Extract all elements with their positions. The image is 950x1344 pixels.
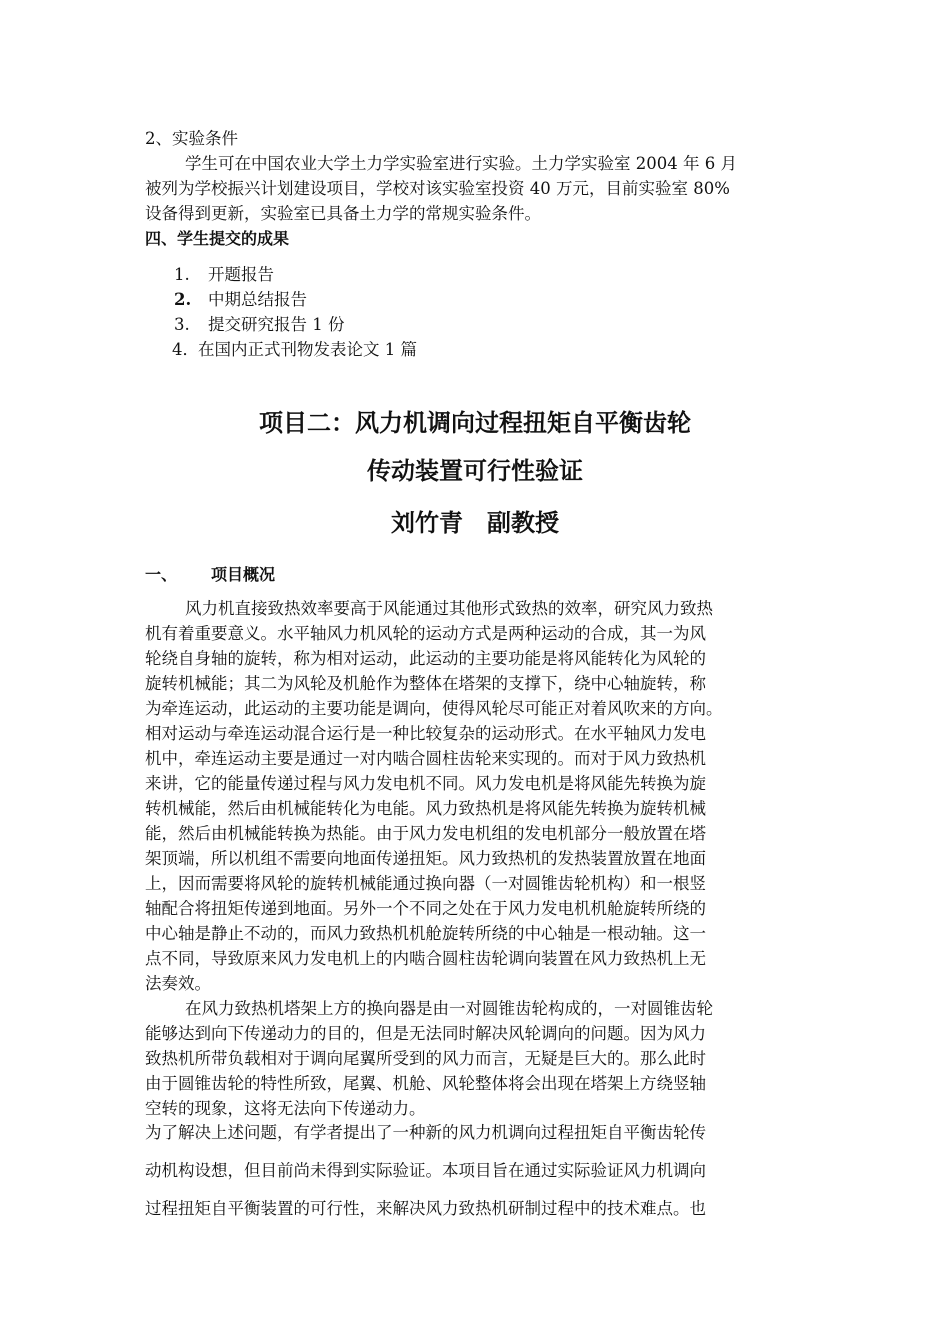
deliverables-list: [174, 262, 417, 362]
paragraph-line: 致热机所带负载相对于调向尾翼所受到的风力而言，无疑是巨大的。那么此时: [145, 1049, 706, 1068]
paragraph-line: 过程扭矩自平衡装置的可行性，来解决风力致热机研制过程中的技术难点。也: [145, 1199, 706, 1218]
section-2-line: 设备得到更新，实验室已具备土力学的常规实验条件。: [145, 204, 541, 223]
paragraph-line: 轴配合将扭矩传递到地面。另外一个不同之处在于风力发电机机舱旋转所绕的: [145, 899, 706, 918]
paragraph-line: 法奏效。: [145, 974, 211, 993]
paragraph-line: 旋转机械能；其二为风轮及机舱作为整体在塔架的支撑下，绕中心轴旋转，称: [145, 674, 706, 693]
list-item-number: 4．: [172, 340, 199, 359]
overview-heading: [145, 563, 275, 587]
paragraph-line: 相对运动与牵连运动混合运行是一种比较复杂的运动形式。在水平轴风力发电: [145, 724, 706, 743]
paragraph-line: 点不同，导致原来风力发电机上的内啮合圆柱齿轮调向装置在风力致热机上无: [145, 949, 706, 968]
paragraph-line: 中心轴是静止不动的，而风力致热机机舱旋转所绕的中心轴是一根动轴。这一: [145, 924, 706, 943]
list-item: [172, 337, 417, 362]
project-author: 刘竹青 副教授: [391, 509, 559, 537]
paragraph-line: 为了解决上述问题，有学者提出了一种新的风力机调向过程扭矩自平衡齿轮传: [145, 1123, 706, 1142]
list-item: [174, 262, 417, 287]
paragraph-line: 机中，牵连运动主要是通过一对内啮合圆柱齿轮来实现的。而对于风力致热机: [145, 749, 706, 768]
list-item-text: 中期总结报告: [208, 290, 307, 309]
list-item-number: 1.: [174, 265, 190, 284]
paragraph-line: 动机构设想，但目前尚未得到实际验证。本项目旨在通过实际验证风力机调向: [145, 1161, 706, 1180]
paragraph-line: 架顶端，所以机组不需要向地面传递扭矩。风力致热机的发热装置放置在地面: [145, 849, 706, 868]
paragraph-line: 机有着重要意义。水平轴风力机风轮的运动方式是两种运动的合成，其一为风: [145, 624, 706, 643]
paragraph-line: 在风力致热机塔架上方的换向器是由一对圆锥齿轮构成的，一对圆锥齿轮: [185, 999, 713, 1018]
list-item-number: 3.: [174, 315, 190, 334]
overview-paragraph-1: [145, 596, 825, 1121]
paragraph-line: 转机械能，然后由机械能转化为电能。风力致热机是将风能先转换为旋转机械: [145, 799, 706, 818]
section-2-line: 学生可在中国农业大学土力学实验室进行实验。土力学实验室 2004 年 6 月: [185, 154, 737, 173]
list-item-text: 提交研究报告 1 份: [208, 315, 345, 334]
list-item: [174, 287, 417, 312]
paragraph-line: 上，因而需要将风轮的旋转机械能通过换向器（一对圆锥齿轮机构）和一根竖: [145, 874, 706, 893]
section-4-heading: 四、学生提交的成果: [145, 229, 290, 248]
list-item-number: 2.: [174, 290, 192, 309]
list-item-text: 在国内正式刊物发表论文 1 篇: [198, 340, 417, 359]
overview-heading-text: 项目概况: [211, 565, 276, 584]
paragraph-line: 能，然后由机械能转换为热能。由于风力发电机组的发电机部分一般放置在塔: [145, 824, 706, 843]
list-item: [174, 312, 417, 337]
paragraph-line: 来讲，它的能量传递过程与风力发电机不同。风力发电机是将风能先转换为旋: [145, 774, 706, 793]
section-2-line: 被列为学校振兴计划建设项目，学校对该实验室投资 40 万元，目前实验室 80%: [145, 179, 730, 198]
overview-heading-number: 一、: [145, 565, 178, 584]
paragraph-line: 为牵连运动，此运动的主要功能是调向，使得风轮尽可能正对着风吹来的方向。: [145, 699, 723, 718]
section-2-heading: 2、实验条件: [145, 129, 238, 148]
paragraph-line: 轮绕自身轴的旋转，称为相对运动，此运动的主要功能是将风能转化为风轮的: [145, 649, 706, 668]
project-title-line-2: 传动装置可行性验证: [367, 457, 583, 485]
paragraph-line: 空转的现象，这将无法向下传递动力。: [145, 1099, 426, 1118]
list-item-text: 开题报告: [208, 265, 274, 284]
project-title-line-1: 项目二：风力机调向过程扭矩自平衡齿轮: [259, 409, 691, 437]
paragraph-line: 能够达到向下传递动力的目的，但是无法同时解决风轮调向的问题。因为风力: [145, 1024, 706, 1043]
paragraph-line: 由于圆锥齿轮的特性所致，尾翼、机舱、风轮整体将会出现在塔架上方绕竖轴: [145, 1074, 706, 1093]
section-2: [145, 126, 825, 251]
paragraph-line: 风力机直接致热效率要高于风能通过其他形式致热的效率，研究风力致热: [185, 599, 713, 618]
